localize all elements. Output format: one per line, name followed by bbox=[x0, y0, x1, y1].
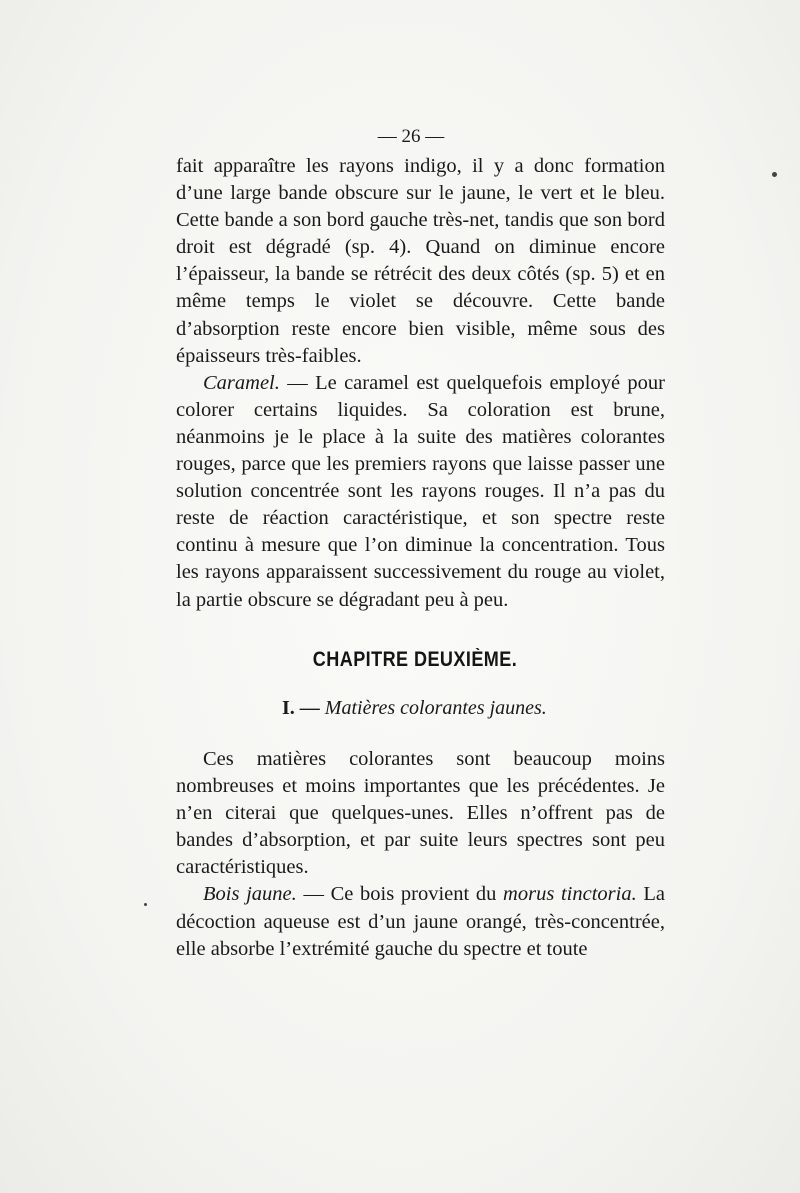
paragraph-caramel bbox=[176, 370, 665, 614]
section-number: I. — bbox=[282, 697, 320, 719]
paragraph-bois-jaune bbox=[176, 881, 665, 962]
section-heading bbox=[282, 697, 547, 720]
bois-jaune-text-after: La décoction aqueuse est d’un jaune orangé, très-concentrée, elle absorbe l’extrémité gauche du spectre et toute bbox=[176, 883, 666, 960]
text-block-bottom bbox=[176, 746, 665, 963]
paragraph-continued: fait apparaître les rayons indigo, il y a donc formation d’une large bande obscure sur le jaune, le vert et le bleu. Cette bande a son bord gauche très-net, tandis que son bord droit est dégradé (sp. 4). Quand on diminue encore l’épaisseur, la bande se rétrécit des deux côtés (sp. 5) et en même temps le violet se découvre. Cette bande d’absorption reste encore bien visible, même sous des épaisseurs très-faibles. bbox=[176, 155, 665, 367]
bois-jaune-text-before: — Ce bois provient du bbox=[296, 883, 504, 906]
paragraph-intro-yellow: Ces matières colorantes sont beaucoup moins nombreuses et moins importantes que les précédentes. Je n’en citerai que quelques-unes. Elles n’offrent pas de bandes d’absorption, et par suite leurs spectres sont peu caractéristiques. bbox=[176, 748, 665, 879]
chapter-title: CHAPITRE DEUXIÈME. bbox=[312, 648, 518, 671]
ink-speck bbox=[772, 172, 777, 177]
section-title: Matières colorantes jaunes. bbox=[324, 697, 547, 719]
text-block-top bbox=[176, 153, 665, 614]
caramel-text: — Le caramel est quelquefois employé pour colorer certains liquides. Sa coloration est brune, néanmoins je le place à la suite des matières colorantes rouges, parce que les premiers rayons que laisse passer une solution concentrée sont les rayons rouges. Il n’a pas du reste de réaction caractéristique, et son spectre reste continu à mesure que l’on diminue la concentration. Tous les rayons apparaissent successivement du rouge au violet, la partie obscure se dégradant peu à peu. bbox=[176, 371, 665, 611]
species-name: morus tinctoria. bbox=[503, 883, 637, 906]
bois-jaune-term: Bois jaune. bbox=[203, 883, 297, 906]
page-number: — 26 — bbox=[377, 126, 445, 147]
caramel-term: Caramel. bbox=[203, 371, 280, 394]
ink-speck bbox=[144, 903, 147, 906]
